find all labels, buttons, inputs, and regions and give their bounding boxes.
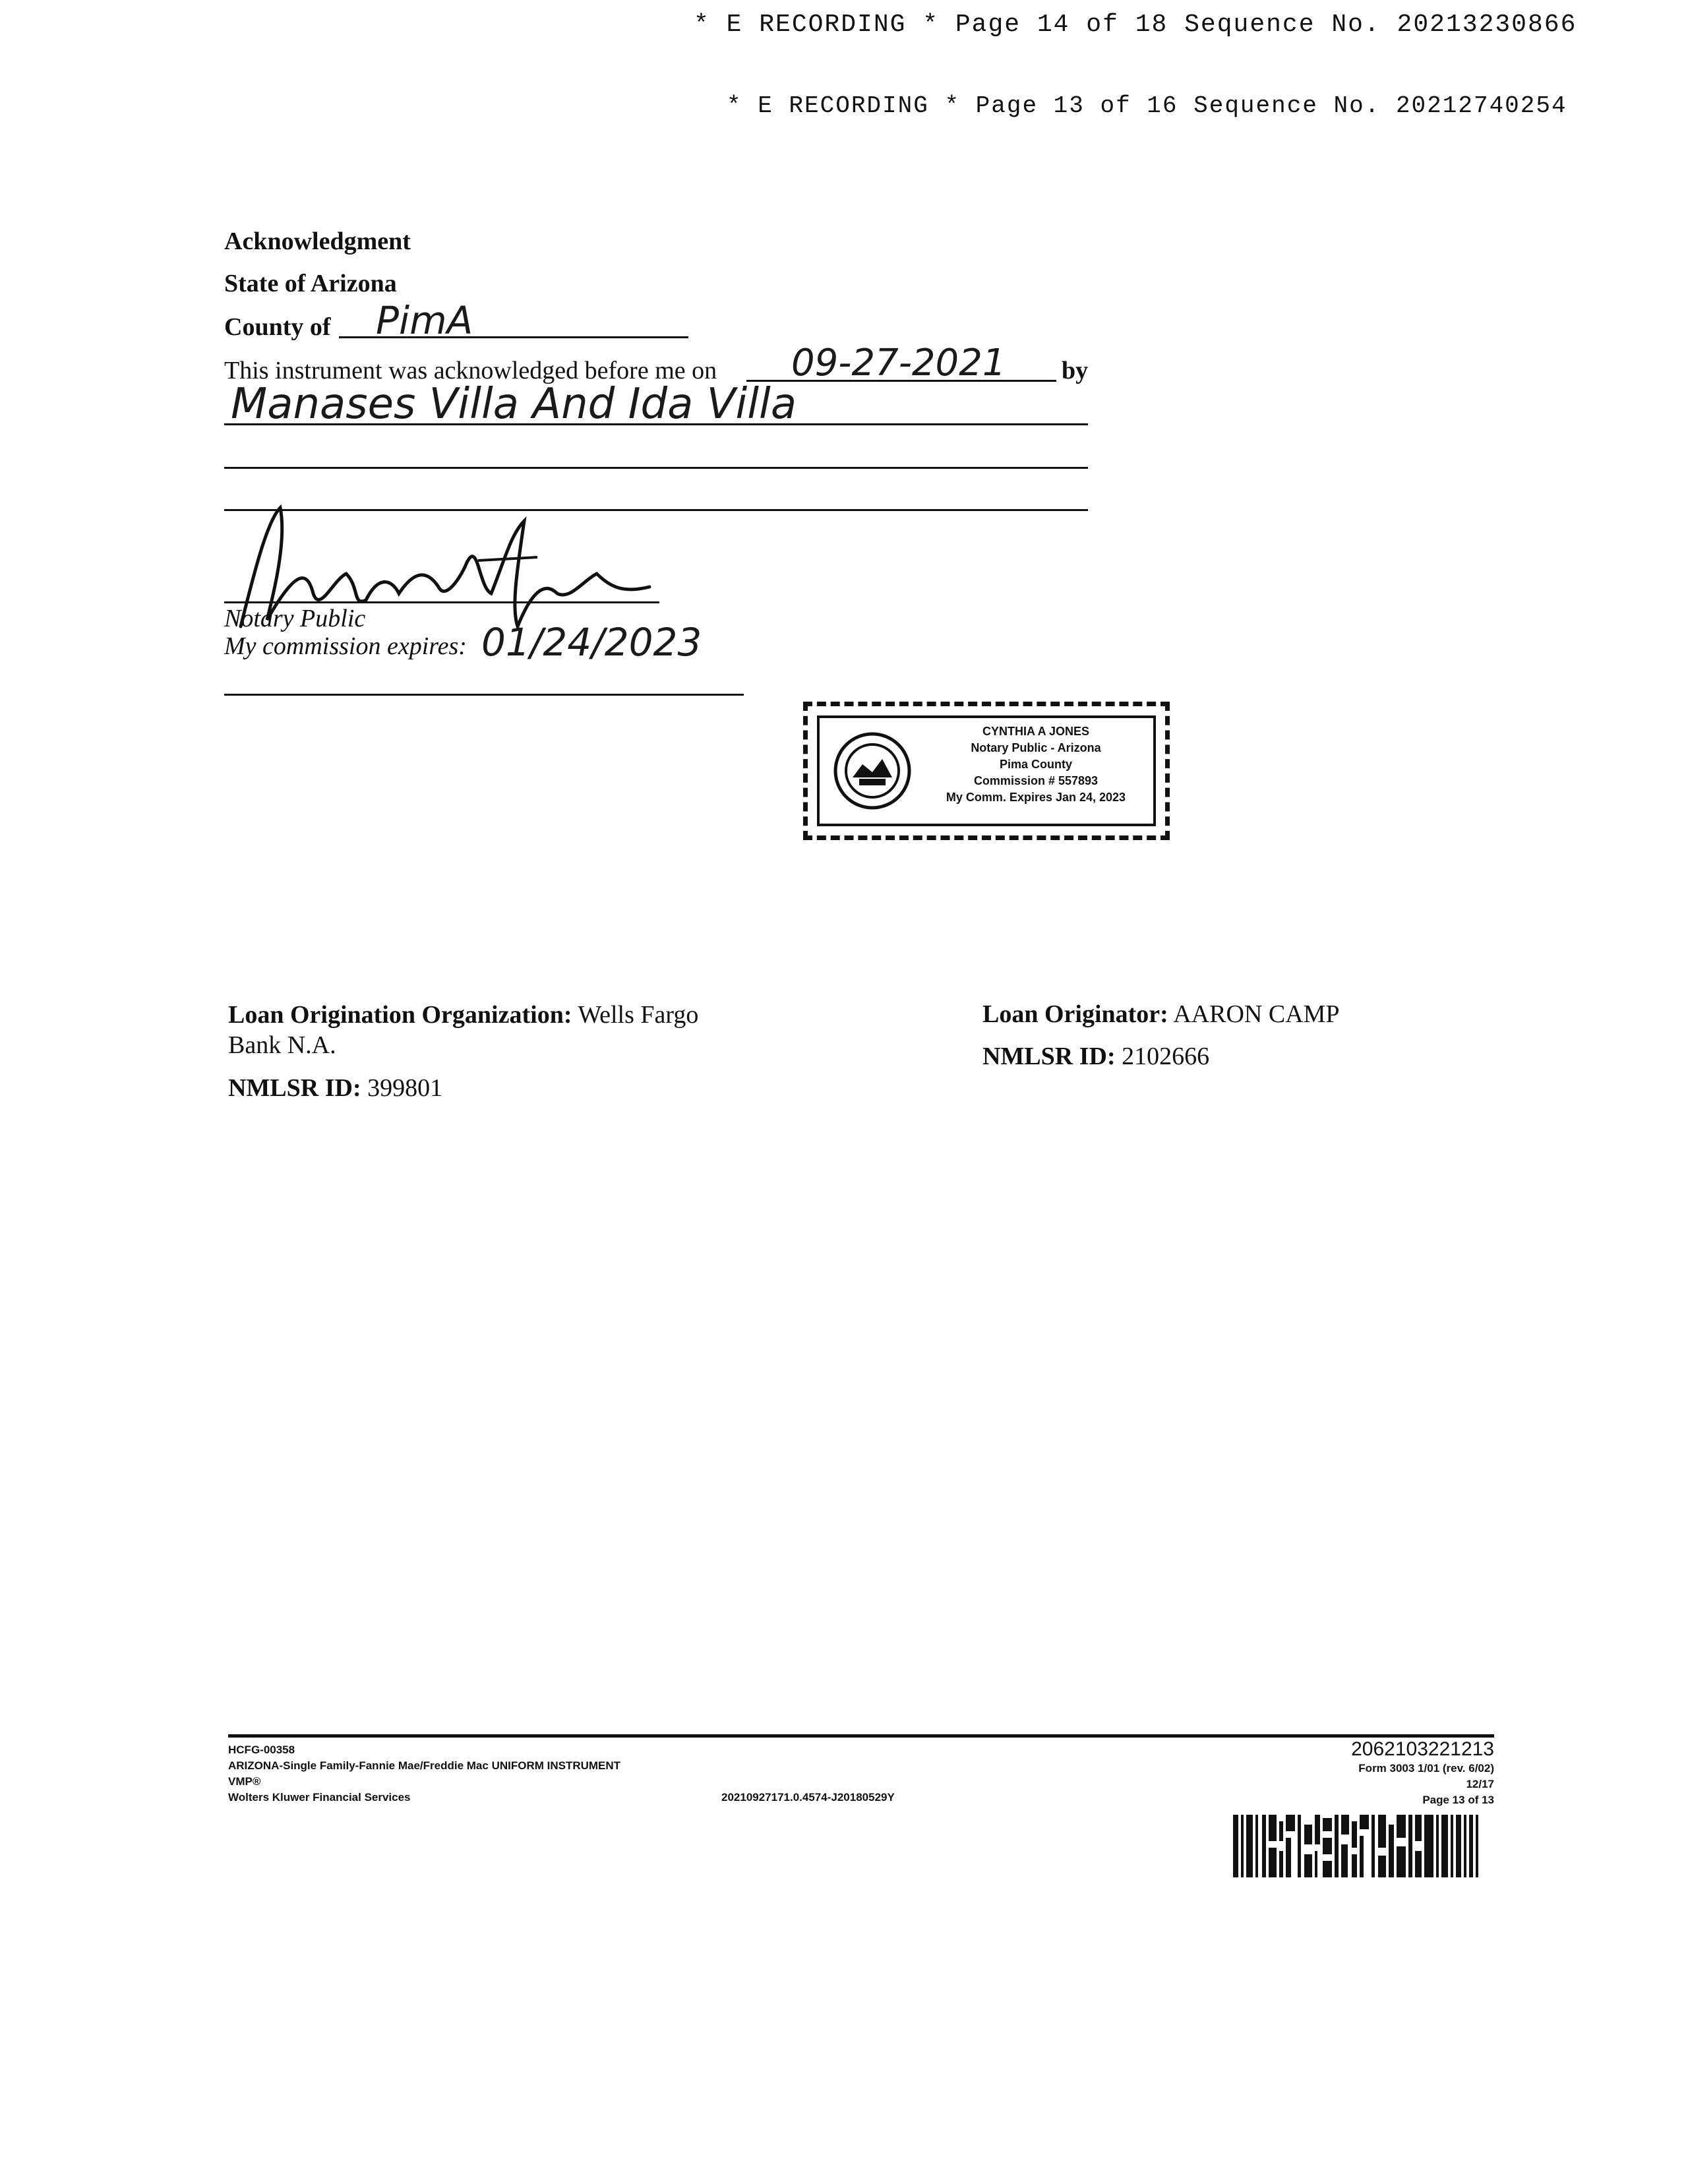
seal-county: Pima County bbox=[999, 758, 1072, 771]
footer-form-title: ARIZONA-Single Family-Fannie Mae/Freddie Mac UNIFORM INSTRUMENT bbox=[228, 1759, 621, 1772]
footer-publisher: Wolters Kluwer Financial Services bbox=[228, 1791, 411, 1804]
seal-title: Notary Public - Arizona bbox=[971, 741, 1101, 754]
signers-names: Manases Villa And Ida Villa bbox=[231, 380, 797, 429]
footer-rule bbox=[228, 1734, 1494, 1738]
loan-org-nmlsr-label: NMLSR ID: bbox=[228, 1074, 361, 1102]
loan-org-nmlsr bbox=[228, 1074, 442, 1103]
arizona-state-seal-icon bbox=[833, 731, 912, 810]
commission-label: My commission expires: bbox=[224, 632, 467, 660]
acknowledgment-title: Acknowledgment bbox=[224, 228, 411, 255]
acknowledgment-date: 09-27-2021 bbox=[791, 342, 1006, 384]
seal-commission: Commission # 557893 bbox=[973, 774, 1099, 787]
loan-originator-label: Loan Originator: bbox=[982, 1000, 1168, 1028]
footer-loan-number: 2062103221213 bbox=[1351, 1738, 1494, 1760]
by-label: by bbox=[1062, 357, 1089, 384]
commission-expiry: 01/24/2023 bbox=[481, 620, 702, 665]
footer-form-date: 12/17 bbox=[1466, 1778, 1494, 1790]
footer-vmp: VMP® bbox=[228, 1775, 261, 1788]
footer-doc-id: 20210927171.0.4574-J20180529Y bbox=[721, 1791, 895, 1804]
instrument-text: This instrument was acknowledged before me on bbox=[224, 357, 717, 384]
notary-seal bbox=[803, 702, 1170, 840]
loan-originator-value: AARON CAMP bbox=[1173, 1000, 1340, 1028]
loan-org-label: Loan Origination Organization: bbox=[228, 1001, 572, 1029]
loan-originator-nmlsr-label: NMLSR ID: bbox=[982, 1043, 1116, 1070]
loan-org-value: Wells Fargo Bank N.A. bbox=[228, 1001, 699, 1059]
footer-form-code: HCFG-00358 bbox=[228, 1744, 295, 1756]
loan-originator-nmlsr bbox=[982, 1042, 1209, 1071]
recording-header-2: * E RECORDING * Page 13 of 16 Sequence No. 20212740254 bbox=[727, 92, 1567, 119]
signers-line-2 bbox=[224, 467, 1088, 469]
footer-form-number: Form 3003 1/01 (rev. 6/02) bbox=[1358, 1762, 1494, 1774]
commission-line bbox=[224, 694, 744, 696]
notary-signature-line bbox=[224, 601, 659, 603]
seal-expires: My Comm. Expires Jan 24, 2023 bbox=[946, 791, 1126, 804]
footer-page: Page 13 of 13 bbox=[1422, 1794, 1494, 1806]
loan-org-block bbox=[228, 1000, 756, 1060]
state-label: State of Arizona bbox=[224, 270, 397, 297]
seal-name: CYNTHIA A JONES bbox=[982, 725, 1090, 738]
barcode-icon bbox=[1233, 1815, 1484, 1877]
notary-public-label: Notary Public bbox=[224, 605, 366, 632]
loan-org-nmlsr-value: 399801 bbox=[367, 1074, 443, 1102]
recording-header-1: * E RECORDING * Page 14 of 18 Sequence No. 20213230866 bbox=[694, 11, 1577, 39]
loan-originator-nmlsr-value: 2102666 bbox=[1122, 1043, 1210, 1070]
loan-originator bbox=[982, 1000, 1340, 1029]
county-label: County of bbox=[224, 313, 331, 341]
county-value: PimA bbox=[376, 298, 473, 343]
